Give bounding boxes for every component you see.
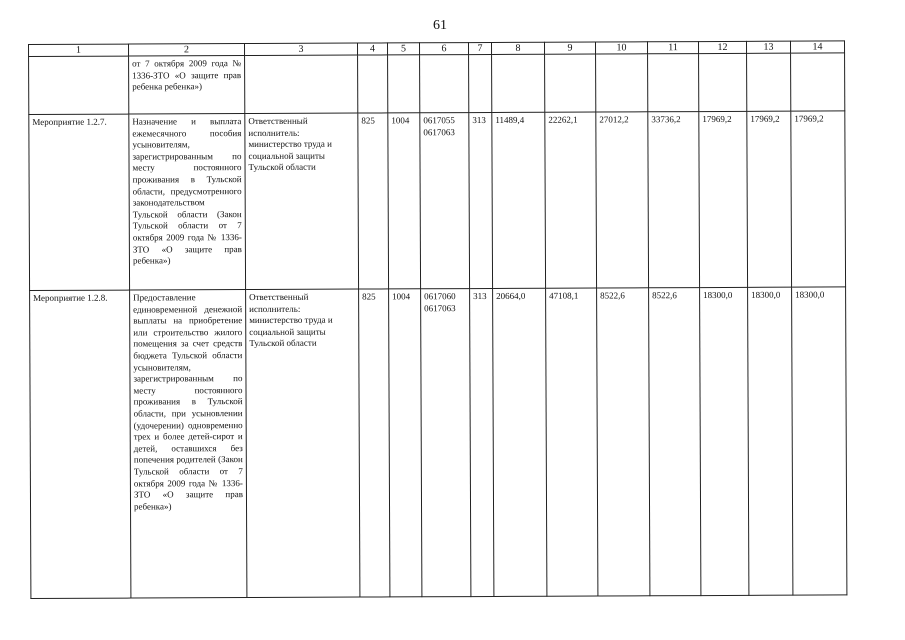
cell-empty: [545, 54, 596, 112]
cell-c8: 20664,0: [493, 288, 547, 596]
cell-empty: [747, 53, 791, 111]
col-num-6: 6: [419, 43, 468, 55]
table-row: [30, 287, 847, 599]
cell-c5: 1004: [388, 113, 421, 289]
cell-empty: [648, 54, 699, 112]
cell-c11: 8522,6: [649, 288, 701, 596]
continuation-text: от 7 октября 2009 года № 1336-ЗТО «О защите прав ребенка ребенка»): [129, 56, 245, 115]
col-num-10: 10: [595, 42, 647, 54]
col-num-7: 7: [468, 42, 491, 54]
col-num-4: 4: [357, 43, 387, 55]
cell-c14: 18300,0: [792, 287, 847, 595]
cell-empty: [596, 54, 648, 112]
cell-c9: 22262,1: [545, 112, 597, 288]
cell-empty: [791, 53, 845, 111]
cell-c9: 47108,1: [546, 288, 598, 596]
cell-empty: [699, 53, 747, 111]
cell-empty: [469, 54, 492, 112]
col-num-1: 1: [29, 44, 129, 56]
measure-description: Назначение и выплата ежемесячного пособия усыновителям, зарегистрированным по месту постоянного проживания в Тульской области, предусмотренного законодательством Тульской области (Закон Тульской области от 7 октября 2009 года № 1336-ЗТО «О защите прав ребенка»): [129, 114, 246, 291]
cell-c13: 18300,0: [748, 287, 793, 595]
cell-empty: [29, 56, 129, 114]
budget-table: [28, 40, 847, 599]
cell-c10: 8522,6: [597, 288, 650, 596]
cell-c12: 17969,2: [699, 111, 748, 287]
col-num-14: 14: [790, 41, 844, 53]
cell-c6: [421, 289, 471, 597]
col-num-2: 2: [129, 44, 245, 57]
col-num-5: 5: [387, 43, 419, 55]
code-value: 0617063: [424, 302, 456, 313]
cell-empty: [492, 54, 545, 112]
cell-c8: 11489,4: [492, 112, 546, 288]
col-num-9: 9: [544, 42, 595, 54]
cell-c7: 313: [470, 288, 494, 596]
cell-empty: [358, 55, 388, 113]
cell-c11: 33736,2: [648, 112, 700, 288]
code-value: 0617063: [423, 126, 455, 137]
cell-c5: 1004: [389, 289, 422, 597]
cell-c10: 27012,2: [596, 112, 649, 288]
cell-empty: [388, 55, 420, 113]
measure-description: Предоставление единовременной денежной выплаты на приобретение или строительство жилого помещения за счет средств бюджета Тульской области усыновителям, зарегистрированным по месту постоянного проживания в Тульской области, при усыновлении (удочерении) одновременно трех и более детей-сирот и детей, оставшихся без попечения родителей (Закон Тульской области от 7 октября 2009 года № 1336-ЗТО «О защите прав ребенка»): [130, 290, 247, 599]
table-row: [29, 111, 846, 291]
code-value: 0617060: [424, 291, 456, 302]
col-num-3: 3: [245, 43, 358, 55]
cell-c14: 17969,2: [791, 111, 846, 287]
cell-empty: [420, 55, 469, 113]
cell-c4: 825: [358, 113, 389, 289]
executor: Ответственный исполнитель: министерство труда и социальной защиты Тульской области: [246, 289, 360, 597]
measure-name: Мероприятие 1.2.8.: [30, 290, 131, 598]
col-num-13: 13: [746, 41, 790, 53]
cell-c7: 313: [469, 112, 493, 288]
measure-name: Мероприятие 1.2.7.: [29, 114, 130, 290]
cell-c6: [420, 113, 470, 289]
executor: Ответственный исполнитель: министерство труда и социальной защиты Тульской области: [245, 113, 359, 289]
continuation-row: [29, 53, 845, 115]
cell-c12: 18300,0: [700, 287, 749, 595]
cell-empty: [245, 55, 358, 113]
page-number: 61: [433, 18, 447, 33]
cell-c13: 17969,2: [747, 111, 792, 287]
col-num-8: 8: [491, 42, 544, 54]
col-num-12: 12: [698, 41, 746, 53]
code-value: 0617055: [423, 115, 455, 126]
cell-c4: 825: [359, 289, 390, 597]
col-num-11: 11: [647, 42, 698, 54]
